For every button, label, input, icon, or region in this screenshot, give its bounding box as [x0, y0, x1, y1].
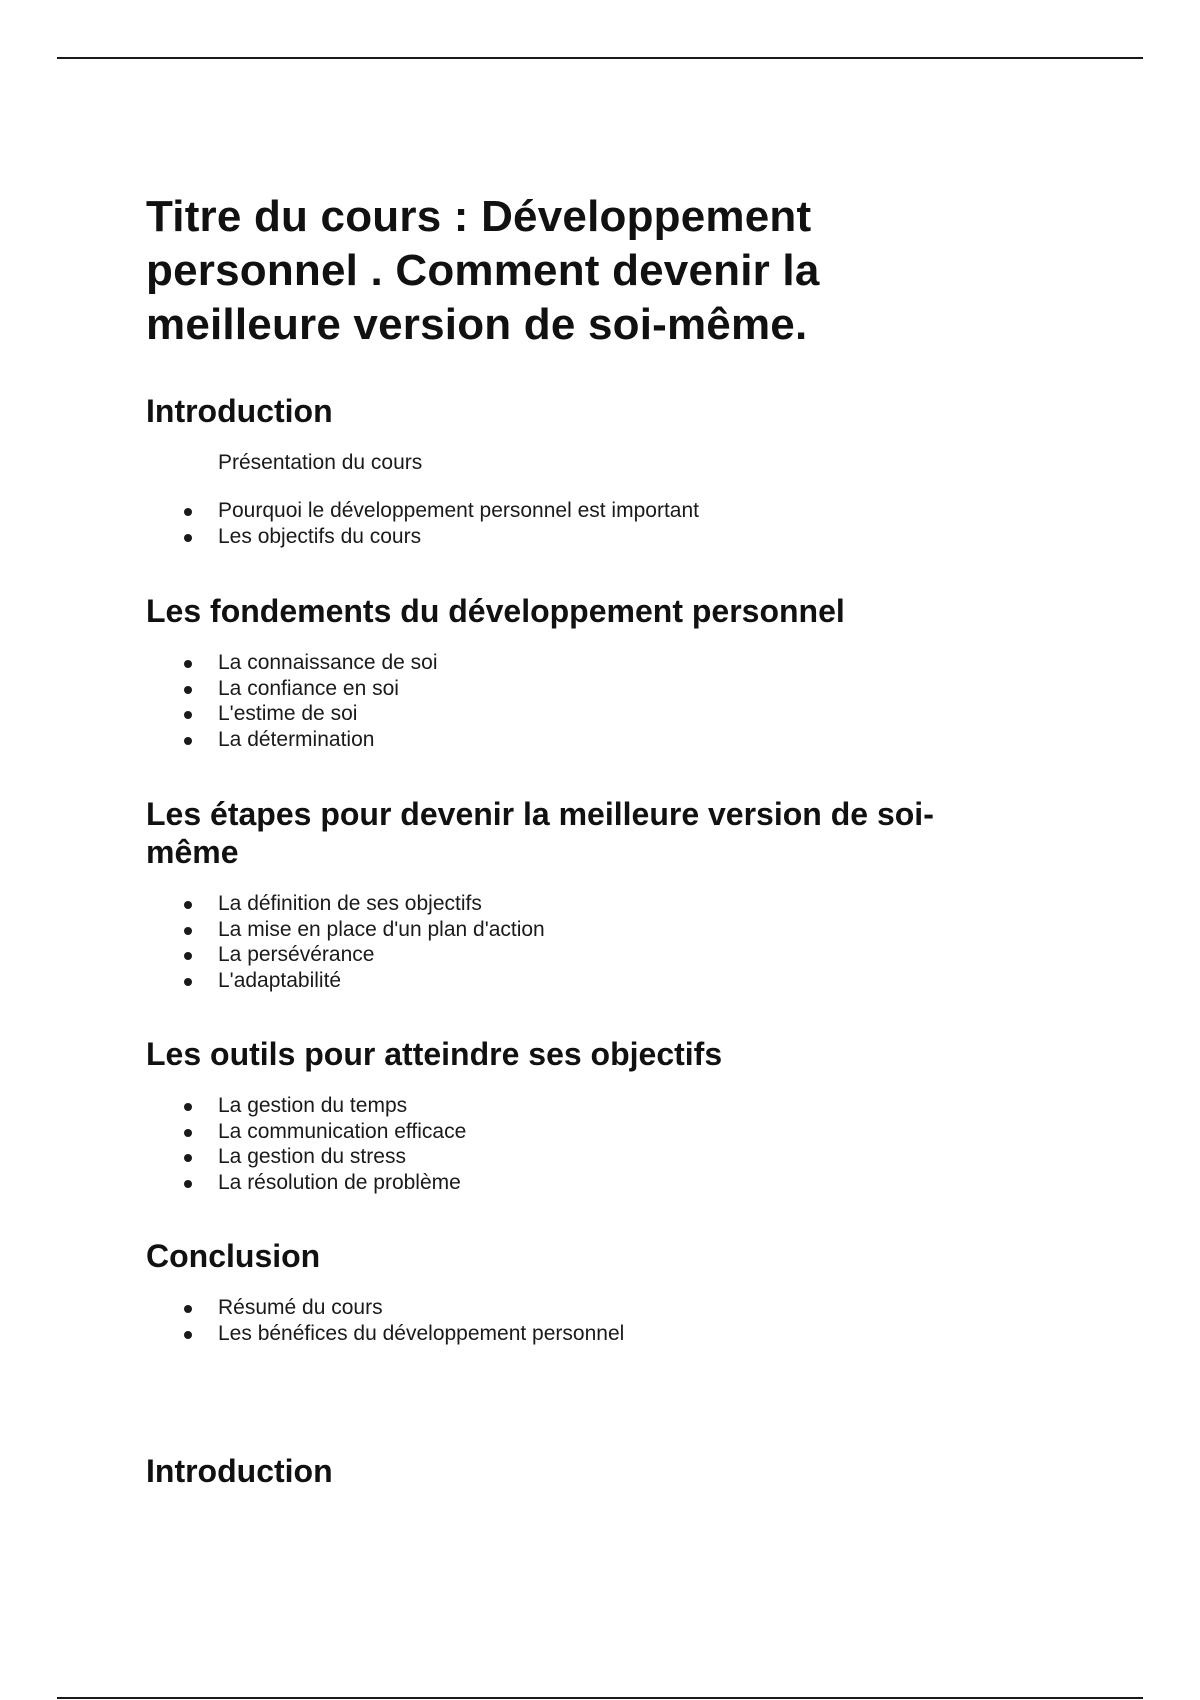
section-heading: Les étapes pour devenir la meilleure version de soi-même — [146, 796, 934, 870]
bullet-icon — [184, 1331, 192, 1339]
section-etapes — [146, 795, 1046, 993]
document-title: Titre du cours : Développement personnel . Comment devenir la meilleure version de soi-même. — [146, 192, 820, 349]
bullet-icon — [184, 978, 192, 986]
document-body — [146, 190, 1046, 1489]
section-heading: Les fondements du développement personnel — [146, 593, 845, 629]
list-item: La définition de ses objectifs — [146, 891, 1046, 917]
list-item: La gestion du stress — [146, 1144, 1046, 1170]
list-item: La détermination — [146, 727, 1046, 753]
list-item: La confiance en soi — [146, 676, 1046, 702]
section-heading: Les outils pour atteindre ses objectifs — [146, 1036, 723, 1072]
bullet-icon — [184, 901, 192, 909]
section-text: Présentation du cours — [218, 451, 423, 474]
section-outils — [146, 1035, 1046, 1195]
bullet-icon — [184, 927, 192, 935]
top-rule — [57, 57, 1143, 59]
list-item: L'estime de soi — [146, 701, 1046, 727]
bullet-icon — [184, 711, 192, 719]
bullet-icon — [184, 1129, 192, 1137]
bullet-icon — [184, 1305, 192, 1313]
list-item: Les bénéfices du développement personnel — [146, 1321, 1046, 1347]
bullet-icon — [184, 952, 192, 960]
section-heading: Introduction — [146, 1453, 333, 1489]
section-introduction — [146, 392, 1046, 549]
section-fondements — [146, 592, 1046, 752]
section-conclusion — [146, 1237, 1046, 1346]
bullet-icon — [184, 1103, 192, 1111]
list-item: La communication efficace — [146, 1119, 1046, 1145]
bullet-list — [146, 650, 1046, 752]
bullet-icon — [184, 1154, 192, 1162]
bullet-list — [146, 891, 1046, 993]
list-item: La gestion du temps — [146, 1093, 1046, 1119]
bullet-icon — [184, 686, 192, 694]
bullet-icon — [184, 508, 192, 516]
bullet-list — [146, 498, 1046, 549]
bullet-icon — [184, 737, 192, 745]
list-item: L'adaptabilité — [146, 968, 1046, 994]
section-introduction-2 — [146, 1452, 1046, 1490]
bottom-rule — [57, 1697, 1143, 1699]
list-item: Pourquoi le développement personnel est important — [146, 498, 1046, 524]
list-item: La mise en place d'un plan d'action — [146, 917, 1046, 943]
list-item: La persévérance — [146, 942, 1046, 968]
bullet-icon — [184, 534, 192, 542]
bullet-icon — [184, 1180, 192, 1188]
section-heading: Introduction — [146, 393, 333, 429]
list-item: La connaissance de soi — [146, 650, 1046, 676]
section-heading: Conclusion — [146, 1238, 321, 1274]
list-item: La résolution de problème — [146, 1170, 1046, 1196]
list-item: Résumé du cours — [146, 1295, 1046, 1321]
bullet-list — [146, 1093, 1046, 1195]
bullet-list — [146, 1295, 1046, 1346]
list-item: Les objectifs du cours — [146, 524, 1046, 550]
bullet-icon — [184, 660, 192, 668]
